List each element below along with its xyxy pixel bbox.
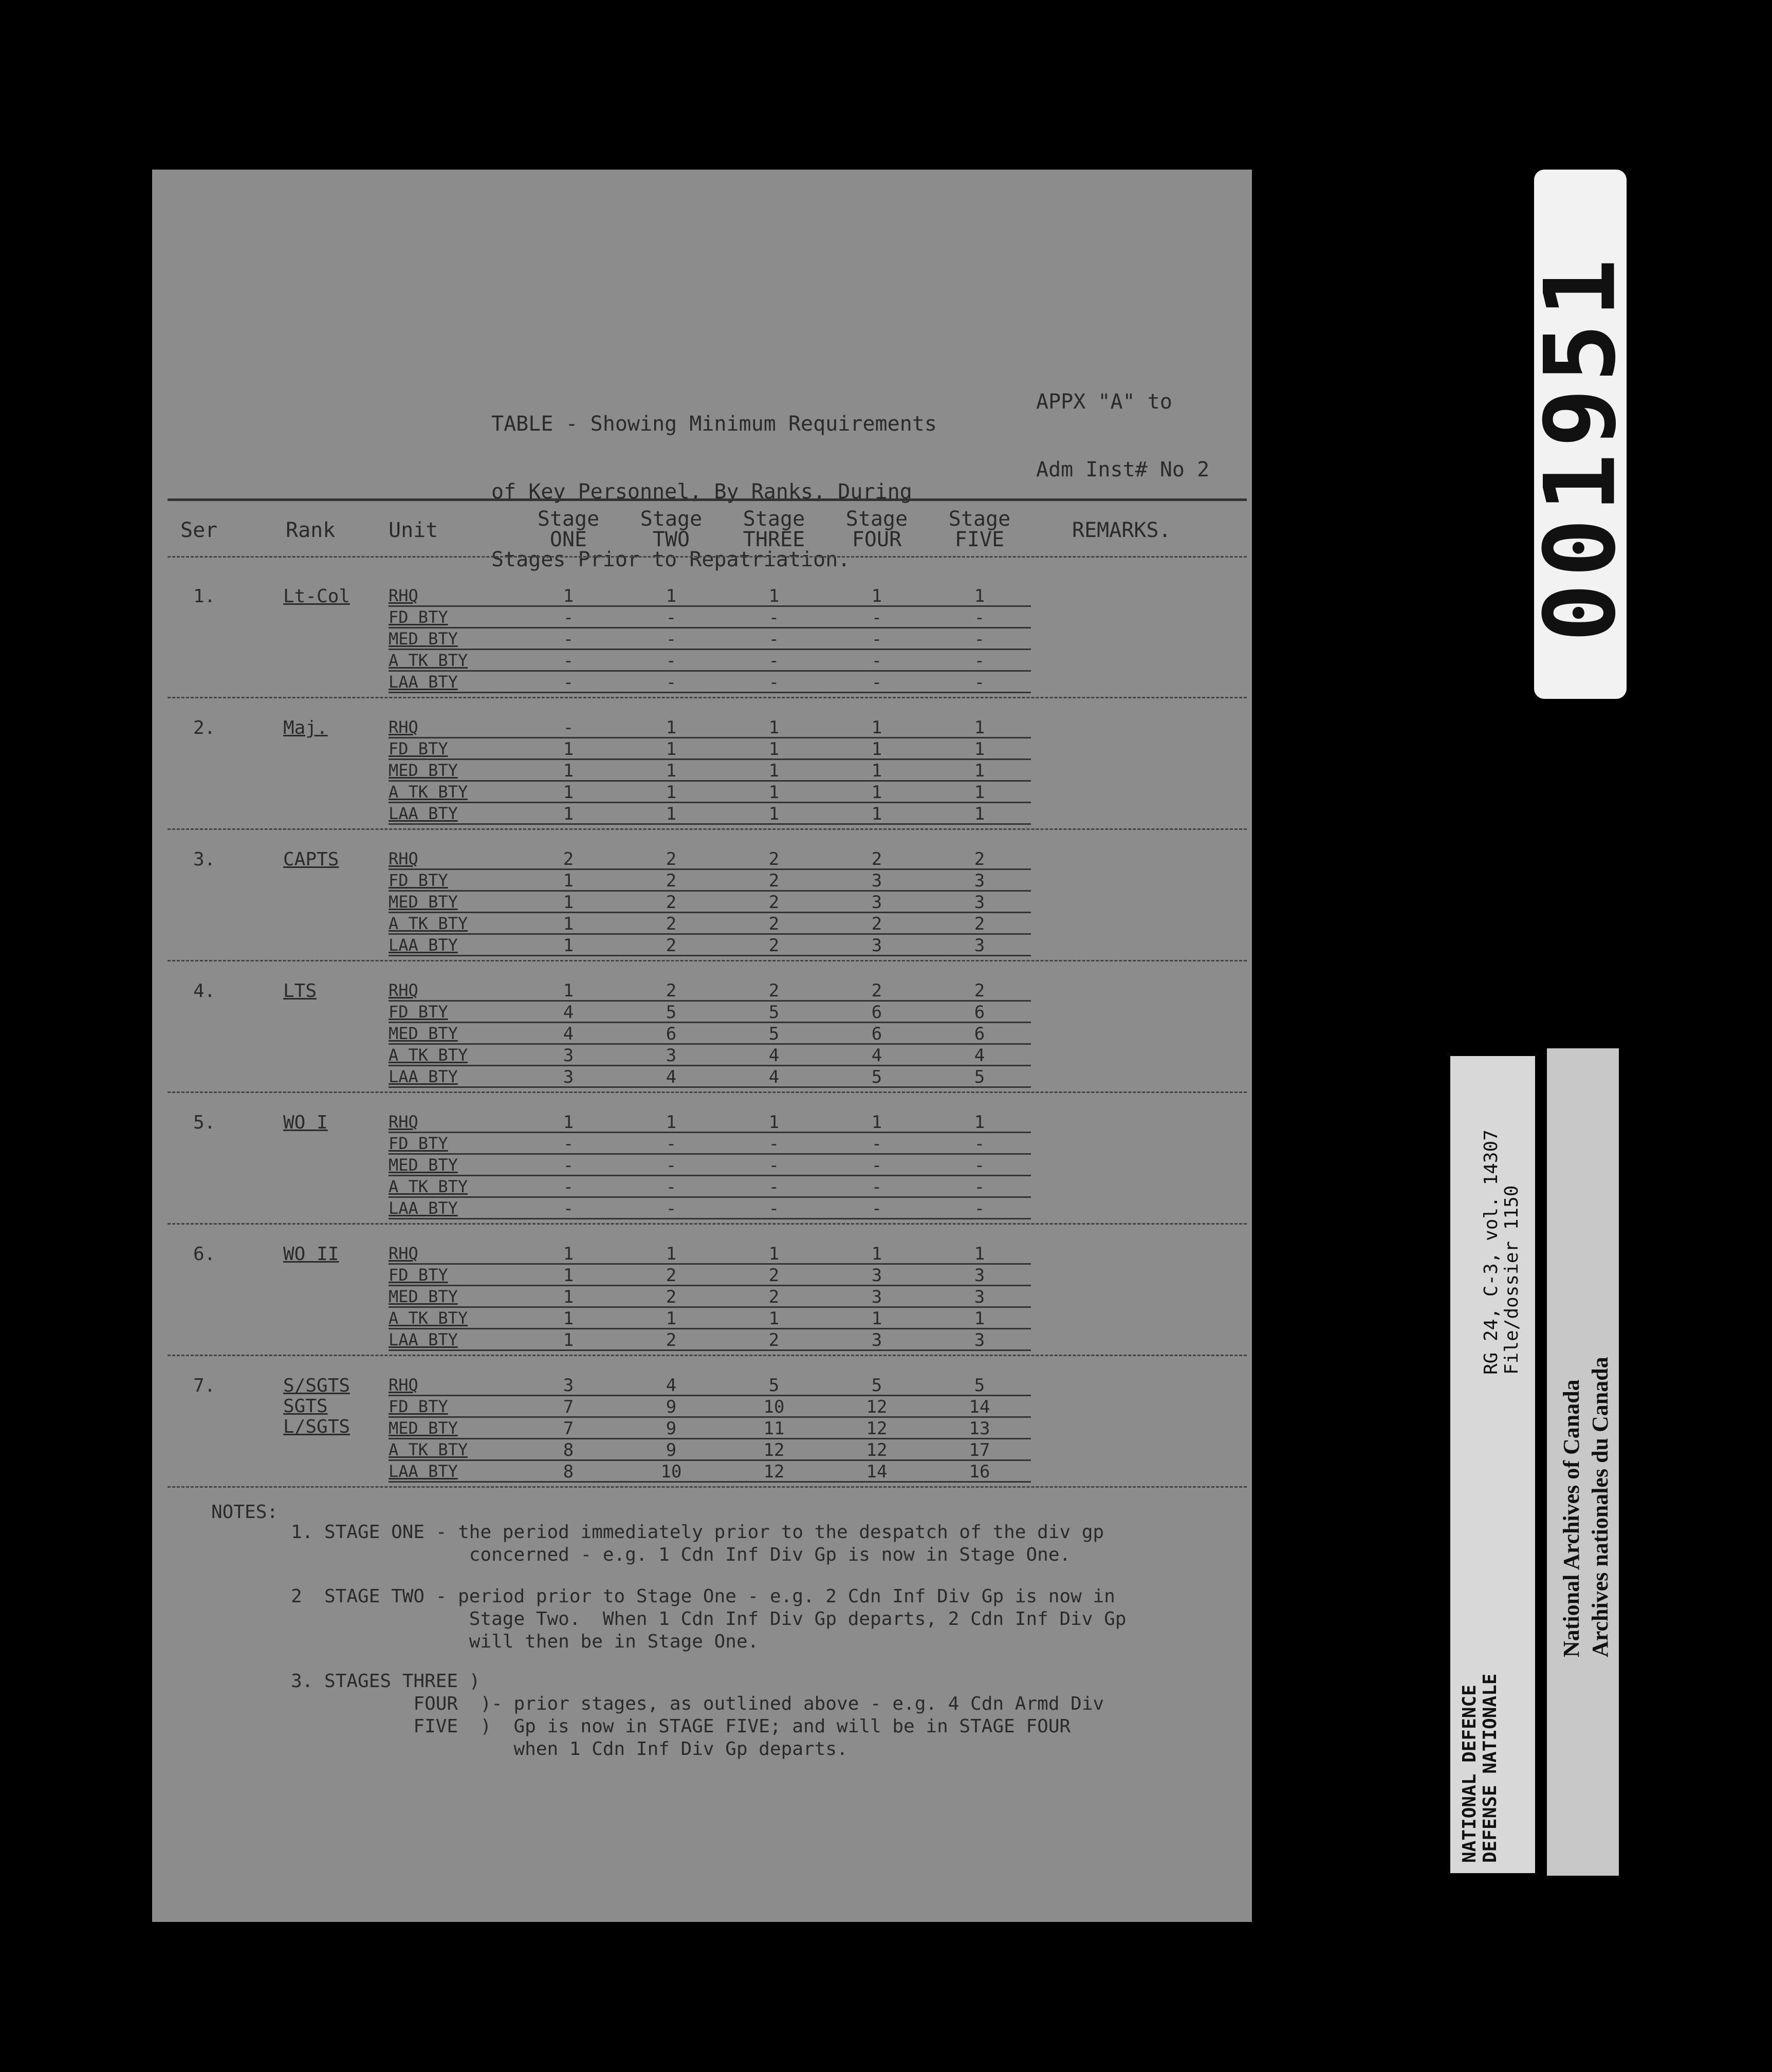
row-underline (389, 802, 1031, 803)
stage-value-cell: 3 (563, 1375, 574, 1396)
unit-label: MED BTY (389, 1287, 458, 1306)
stage-value-cell: 10 (763, 1397, 785, 1417)
row-underline (389, 933, 1031, 935)
stage-value-cell: 4 (666, 1067, 677, 1087)
serial-number: 1. (193, 586, 216, 607)
stage-value-cell: 1 (768, 804, 780, 824)
stage-value-cell: 3 (871, 892, 882, 913)
stage-value-cell: 16 (969, 1461, 990, 1482)
row-underline (389, 605, 1031, 607)
row-underline (389, 1132, 1031, 1133)
stage-value-cell: 6 (974, 1002, 985, 1023)
stage-value-cell: 3 (974, 892, 985, 913)
stage-value-cell: 3 (871, 871, 882, 891)
stage-value-cell: 1 (768, 761, 780, 781)
stage-value-cell: 12 (763, 1461, 785, 1482)
stage-value-cell: 5 (974, 1067, 985, 1087)
stage-value-cell: 3 (666, 1045, 677, 1066)
stage-value-cell: 2 (666, 1330, 677, 1350)
stage-value-cell: 3 (871, 1287, 882, 1307)
stage-value-cell: 4 (871, 1045, 882, 1066)
stage-value-cell: 1 (871, 782, 882, 803)
unit-label: LAA BTY (389, 804, 458, 823)
stage-value-cell: 2 (666, 892, 677, 913)
stage-value-cell: 3 (974, 1287, 985, 1307)
row-underline (389, 670, 1031, 672)
serial-number: 6. (193, 1244, 216, 1265)
stage-value-cell: - (974, 672, 985, 693)
stage-value-cell: 3 (871, 1265, 882, 1286)
stage-value-cell: 1 (563, 980, 574, 1001)
row-underline (389, 1306, 1031, 1308)
stage-value-cell: 6 (871, 1024, 882, 1044)
stage-value-cell: - (563, 1134, 574, 1154)
stage-value-cell: - (974, 1155, 985, 1176)
stage-value-cell: 3 (974, 935, 985, 956)
unit-label: FD BTY (389, 871, 448, 890)
stage-value-cell: 1 (563, 761, 574, 781)
stage-value-cell: - (768, 651, 780, 671)
archives-canada-label (1547, 1048, 1619, 1876)
stage-value-cell: 1 (871, 717, 882, 738)
serial-number: 2. (193, 717, 216, 738)
unit-label: LAA BTY (389, 672, 458, 692)
stage-value-cell: - (871, 672, 882, 693)
col-stage-four-header: Stage FOUR (845, 507, 908, 551)
stage-value-cell: - (768, 1198, 780, 1219)
stage-value-cell: 1 (563, 871, 574, 891)
stage-value-cell: 1 (563, 1112, 574, 1133)
rank-label: WO I (283, 1112, 328, 1133)
col-stage-one-header: Stage ONE (537, 507, 600, 551)
stage-value-cell: 1 (768, 1308, 780, 1329)
stage-value-cell: 1 (974, 1244, 985, 1264)
rank-label: L/SGTS (283, 1416, 350, 1437)
stage-value-cell: 13 (969, 1418, 990, 1439)
stage-value-cell: 2 (768, 1330, 780, 1350)
stage-value-cell: 14 (969, 1397, 990, 1417)
row-underline (389, 1349, 1031, 1351)
stage-value-cell: - (871, 1155, 882, 1176)
row-underline (389, 1438, 1031, 1439)
rank-label: CAPTS (283, 849, 339, 870)
group-separator (168, 697, 1247, 698)
stage-value-cell: 5 (974, 1375, 985, 1396)
unit-label: RHQ (389, 586, 418, 605)
row-underline (389, 1263, 1031, 1265)
stage-value-cell: 8 (563, 1461, 574, 1482)
unit-label: LAA BTY (389, 1461, 458, 1481)
group-separator (168, 1355, 1247, 1356)
department-text: NATIONAL DEFENCE DEFENSE NATIONALE (1459, 1673, 1501, 1863)
stage-value-cell: 2 (768, 935, 780, 956)
unit-label: A TK BTY (389, 1440, 468, 1459)
stage-value-cell: 1 (666, 717, 677, 738)
stage-value-cell: 2 (666, 1265, 677, 1286)
row-underline (389, 627, 1031, 628)
row-underline (389, 1043, 1031, 1045)
rank-label: WO II (283, 1244, 339, 1265)
stage-value-cell: 1 (974, 782, 985, 803)
stage-value-cell: 5 (871, 1067, 882, 1087)
stage-value-cell: - (666, 651, 677, 671)
group-separator (168, 828, 1247, 830)
stage-value-cell: 7 (563, 1397, 574, 1417)
stage-value-cell: 3 (563, 1045, 574, 1066)
rank-label: Lt-Col (283, 586, 350, 607)
stage-value-cell: 12 (866, 1440, 888, 1460)
serial-number: 5. (193, 1112, 216, 1133)
stage-value-cell: 8 (563, 1440, 574, 1460)
stage-value-cell: - (666, 607, 677, 628)
stage-value-cell: - (666, 1177, 677, 1197)
stage-value-cell: 1 (768, 739, 780, 760)
stage-value-cell: - (871, 629, 882, 650)
stage-value-cell: 2 (666, 935, 677, 956)
stage-value-cell: 1 (563, 1330, 574, 1350)
col-rank-header: Rank (286, 519, 336, 542)
archive-reference-label (1450, 1056, 1535, 1873)
note-2: 2 STAGE TWO - period prior to Stage One - e.g. 2 Cdn Inf Div Gp is now in Stage Two. When 1 Cdn Inf Div Gp departs, 2 Cdn Inf Div Gp will then be in Stage One. (291, 1586, 1127, 1652)
stage-value-cell: 1 (563, 804, 574, 824)
stage-value-cell: 2 (871, 849, 882, 869)
unit-label: MED BTY (389, 629, 458, 649)
unit-label: RHQ (389, 980, 418, 1000)
stage-value-cell: - (768, 607, 780, 628)
stage-value-cell: - (563, 607, 574, 628)
stage-value-cell: 1 (974, 804, 985, 824)
stage-value-cell: - (974, 1134, 985, 1154)
col-stage-five-header: Stage FIVE (948, 507, 1011, 551)
stage-value-cell: 1 (666, 804, 677, 824)
row-underline (389, 1196, 1031, 1198)
stage-value-cell: - (563, 629, 574, 650)
archive-number-stamp: 001951 (1534, 170, 1627, 699)
stage-value-cell: - (666, 1155, 677, 1176)
stage-value-cell: 6 (666, 1024, 677, 1044)
unit-label: MED BTY (389, 1024, 458, 1043)
unit-label: LAA BTY (389, 935, 458, 955)
stage-value-cell: 12 (866, 1397, 888, 1417)
group-separator (168, 1223, 1247, 1225)
unit-label: FD BTY (389, 1397, 448, 1416)
unit-label: LAA BTY (389, 1330, 458, 1349)
row-underline (389, 758, 1031, 760)
row-underline (389, 1285, 1031, 1286)
note-1: 1. STAGE ONE - the period immediately prior to the despatch of the div gp concerned - e.g. 1 Cdn Inf Div Gp is now in Stage One. (291, 1522, 1104, 1565)
stage-value-cell: 5 (768, 1024, 780, 1044)
row-underline (389, 823, 1031, 825)
stage-value-cell: 1 (563, 1308, 574, 1329)
stage-value-cell: 4 (563, 1002, 574, 1023)
stage-value-cell: 1 (768, 782, 780, 803)
row-underline (389, 890, 1031, 892)
row-underline (389, 1218, 1031, 1219)
rank-label: Maj. (283, 717, 328, 738)
row-underline (389, 1086, 1031, 1088)
stage-value-cell: 1 (563, 1244, 574, 1264)
stage-value-cell: 2 (871, 980, 882, 1001)
stage-value-cell: - (974, 1177, 985, 1197)
stage-value-cell: 1 (871, 586, 882, 606)
unit-label: A TK BTY (389, 1045, 468, 1065)
row-underline (389, 1065, 1031, 1066)
row-underline (389, 737, 1031, 738)
stage-value-cell: - (871, 1134, 882, 1154)
stage-value-cell: 9 (666, 1397, 677, 1417)
stage-value-cell: 2 (768, 980, 780, 1001)
header-rule-top (168, 498, 1247, 501)
unit-label: FD BTY (389, 1265, 448, 1285)
stage-value-cell: 12 (763, 1440, 785, 1460)
stage-value-cell: - (871, 1177, 882, 1197)
stage-value-cell: 3 (563, 1067, 574, 1087)
unit-label: FD BTY (389, 1134, 448, 1153)
stage-value-cell: 7 (563, 1418, 574, 1439)
stage-value-cell: 2 (768, 871, 780, 891)
stage-value-cell: 5 (871, 1375, 882, 1396)
stage-value-cell: 1 (563, 782, 574, 803)
stage-value-cell: 9 (666, 1440, 677, 1460)
col-stage-two-header: Stage TWO (640, 507, 703, 551)
stage-value-cell: 1 (666, 782, 677, 803)
stage-value-cell: 5 (768, 1002, 780, 1023)
stage-value-cell: 2 (666, 914, 677, 934)
stage-value-cell: 1 (974, 761, 985, 781)
row-underline (389, 780, 1031, 782)
stage-value-cell: 12 (866, 1418, 888, 1439)
group-separator (168, 1092, 1247, 1093)
unit-label: RHQ (389, 1112, 418, 1132)
stage-value-cell: 1 (563, 892, 574, 913)
stage-value-cell: 5 (768, 1375, 780, 1396)
stage-value-cell: 3 (871, 1330, 882, 1350)
stage-value-cell: - (974, 629, 985, 650)
stage-value-cell: - (974, 607, 985, 628)
stage-value-cell: - (666, 629, 677, 650)
stage-value-cell: 6 (871, 1002, 882, 1023)
stage-value-cell: 2 (666, 980, 677, 1001)
stage-value-cell: 2 (974, 914, 985, 934)
row-underline (389, 1416, 1031, 1418)
row-underline (389, 955, 1031, 956)
stage-value-cell: 1 (768, 1244, 780, 1264)
stage-value-cell: - (563, 651, 574, 671)
stage-value-cell: 2 (974, 980, 985, 1001)
row-underline (389, 692, 1031, 693)
stage-value-cell: 1 (974, 586, 985, 606)
stage-value-cell: 1 (666, 1112, 677, 1133)
stage-value-cell: 2 (768, 914, 780, 934)
stage-value-cell: 2 (666, 1287, 677, 1307)
stage-value-cell: 1 (871, 1308, 882, 1329)
stage-value-cell: 2 (871, 914, 882, 934)
stage-value-cell: 1 (563, 1265, 574, 1286)
stage-value-cell: - (871, 607, 882, 628)
stage-value-cell: 3 (871, 935, 882, 956)
row-underline (389, 1175, 1031, 1176)
stage-value-cell: 4 (666, 1375, 677, 1396)
stage-value-cell: 4 (563, 1024, 574, 1044)
stage-value-cell: 5 (666, 1002, 677, 1023)
stage-value-cell: 1 (974, 1308, 985, 1329)
row-underline (389, 1022, 1031, 1023)
stage-value-cell: - (871, 1198, 882, 1219)
stage-value-cell: 2 (768, 849, 780, 869)
stage-value-cell: 1 (974, 1112, 985, 1133)
stage-value-cell: - (768, 1134, 780, 1154)
stage-value-cell: 1 (871, 1244, 882, 1264)
stage-value-cell: - (768, 672, 780, 693)
stage-value-cell: 11 (763, 1418, 785, 1439)
appendix-reference: APPX "A" to Adm Inst# No 2 (1036, 390, 1210, 482)
col-unit-header: Unit (389, 519, 438, 542)
stage-value-cell: 4 (768, 1045, 780, 1066)
stage-value-cell: - (563, 1198, 574, 1219)
col-stage-three-header: Stage THREE (743, 507, 805, 551)
row-underline (389, 649, 1031, 650)
stage-value-cell: 1 (563, 914, 574, 934)
serial-number: 3. (193, 849, 216, 870)
unit-label: FD BTY (389, 1002, 448, 1022)
stage-value-cell: 1 (871, 739, 882, 760)
unit-label: MED BTY (389, 761, 458, 780)
stage-value-cell: - (666, 1134, 677, 1154)
stage-value-cell: - (974, 1198, 985, 1219)
stage-value-cell: 1 (974, 717, 985, 738)
unit-label: MED BTY (389, 892, 458, 912)
serial-number: 4. (193, 980, 216, 1002)
row-underline (389, 1153, 1031, 1155)
file-reference-text: RG 24, C-3, vol. 14307 File/dossier 1150 (1481, 1130, 1522, 1375)
stage-value-cell: 1 (871, 761, 882, 781)
unit-label: RHQ (389, 849, 418, 868)
row-underline (389, 1459, 1031, 1461)
unit-label: LAA BTY (389, 1198, 458, 1218)
document-sheet (152, 170, 1252, 1922)
stage-value-cell: 2 (768, 892, 780, 913)
table-title: TABLE - Showing Minimum Requirements of Key Personnel, By Ranks, During Stages Prior to Repatriation. (491, 412, 937, 571)
stage-value-cell: 4 (768, 1067, 780, 1087)
group-separator (168, 960, 1247, 961)
row-underline (389, 1481, 1031, 1483)
stage-value-cell: 1 (666, 1244, 677, 1264)
stage-value-cell: 2 (666, 849, 677, 869)
rank-label: LTS (283, 980, 317, 1002)
stage-value-cell: 1 (563, 1287, 574, 1307)
stage-value-cell: 2 (563, 849, 574, 869)
stage-value-cell: - (563, 1155, 574, 1176)
stage-value-cell: 2 (974, 849, 985, 869)
stage-value-cell: 1 (768, 1112, 780, 1133)
unit-label: RHQ (389, 1375, 418, 1395)
stage-value-cell: 2 (666, 871, 677, 891)
stage-value-cell: 1 (768, 717, 780, 738)
stage-value-cell: - (563, 717, 574, 738)
stage-value-cell: 1 (563, 739, 574, 760)
stage-value-cell: 3 (974, 1265, 985, 1286)
unit-label: RHQ (389, 717, 418, 737)
unit-label: MED BTY (389, 1418, 458, 1438)
stage-value-cell: 6 (974, 1024, 985, 1044)
note-3: 3. STAGES THREE ) FOUR )- prior stages, as outlined above - e.g. 4 Cdn Armd Div FIVE ) Gp is now in STAGE FIVE; and will be in STAGE FOUR when 1 Cdn Inf Div Gp departs. (291, 1671, 1104, 1760)
stage-value-cell: - (768, 1155, 780, 1176)
stage-value-cell: - (563, 672, 574, 693)
row-underline (389, 1000, 1031, 1002)
rank-label: S/SGTS (283, 1375, 350, 1396)
unit-label: FD BTY (389, 607, 448, 627)
stage-value-cell: - (871, 651, 882, 671)
unit-label: A TK BTY (389, 914, 468, 933)
stage-value-cell: 1 (666, 1308, 677, 1329)
stage-value-cell: 1 (871, 1112, 882, 1133)
row-underline (389, 1395, 1031, 1396)
stage-value-cell: 1 (871, 804, 882, 824)
stage-value-cell: 1 (768, 586, 780, 606)
row-underline (389, 868, 1031, 870)
unit-label: RHQ (389, 1244, 418, 1263)
stage-value-cell: - (666, 672, 677, 693)
rank-label: SGTS (283, 1396, 328, 1417)
stage-value-cell: 14 (866, 1461, 888, 1482)
unit-label: LAA BTY (389, 1067, 458, 1086)
stage-value-cell: - (666, 1198, 677, 1219)
unit-label: A TK BTY (389, 1308, 468, 1328)
serial-number: 7. (193, 1375, 216, 1396)
stage-value-cell: - (563, 1177, 574, 1197)
archives-name-text: National Archives of Canada Archives nationales du Canada (1559, 1357, 1613, 1657)
stage-value-cell: 3 (974, 1330, 985, 1350)
notes-heading: NOTES: (211, 1502, 279, 1523)
stage-value-cell: 2 (768, 1265, 780, 1286)
stage-value-cell: 4 (974, 1045, 985, 1066)
stage-value-cell: 1 (666, 739, 677, 760)
row-underline (389, 912, 1031, 913)
stage-value-cell: 1 (563, 935, 574, 956)
unit-label: A TK BTY (389, 1177, 468, 1196)
header-rule-bottom (168, 556, 1247, 558)
stage-value-cell: 1 (666, 586, 677, 606)
unit-label: MED BTY (389, 1155, 458, 1175)
unit-label: A TK BTY (389, 651, 468, 670)
unit-label: A TK BTY (389, 782, 468, 802)
col-ser-header: Ser (180, 519, 218, 542)
col-remarks-header: REMARKS. (1072, 519, 1171, 542)
stage-value-cell: 3 (974, 871, 985, 891)
stage-value-cell: 2 (768, 1287, 780, 1307)
stage-value-cell: - (974, 651, 985, 671)
unit-label: FD BTY (389, 739, 448, 758)
stage-value-cell: - (768, 629, 780, 650)
stage-value-cell: 1 (563, 586, 574, 606)
stage-value-cell: 1 (974, 739, 985, 760)
group-separator (168, 1486, 1247, 1488)
stage-value-cell: 9 (666, 1418, 677, 1439)
row-underline (389, 1328, 1031, 1329)
stage-value-cell: 1 (666, 761, 677, 781)
stage-value-cell: - (768, 1177, 780, 1197)
stage-value-cell: 10 (660, 1461, 682, 1482)
stage-value-cell: 17 (969, 1440, 990, 1460)
